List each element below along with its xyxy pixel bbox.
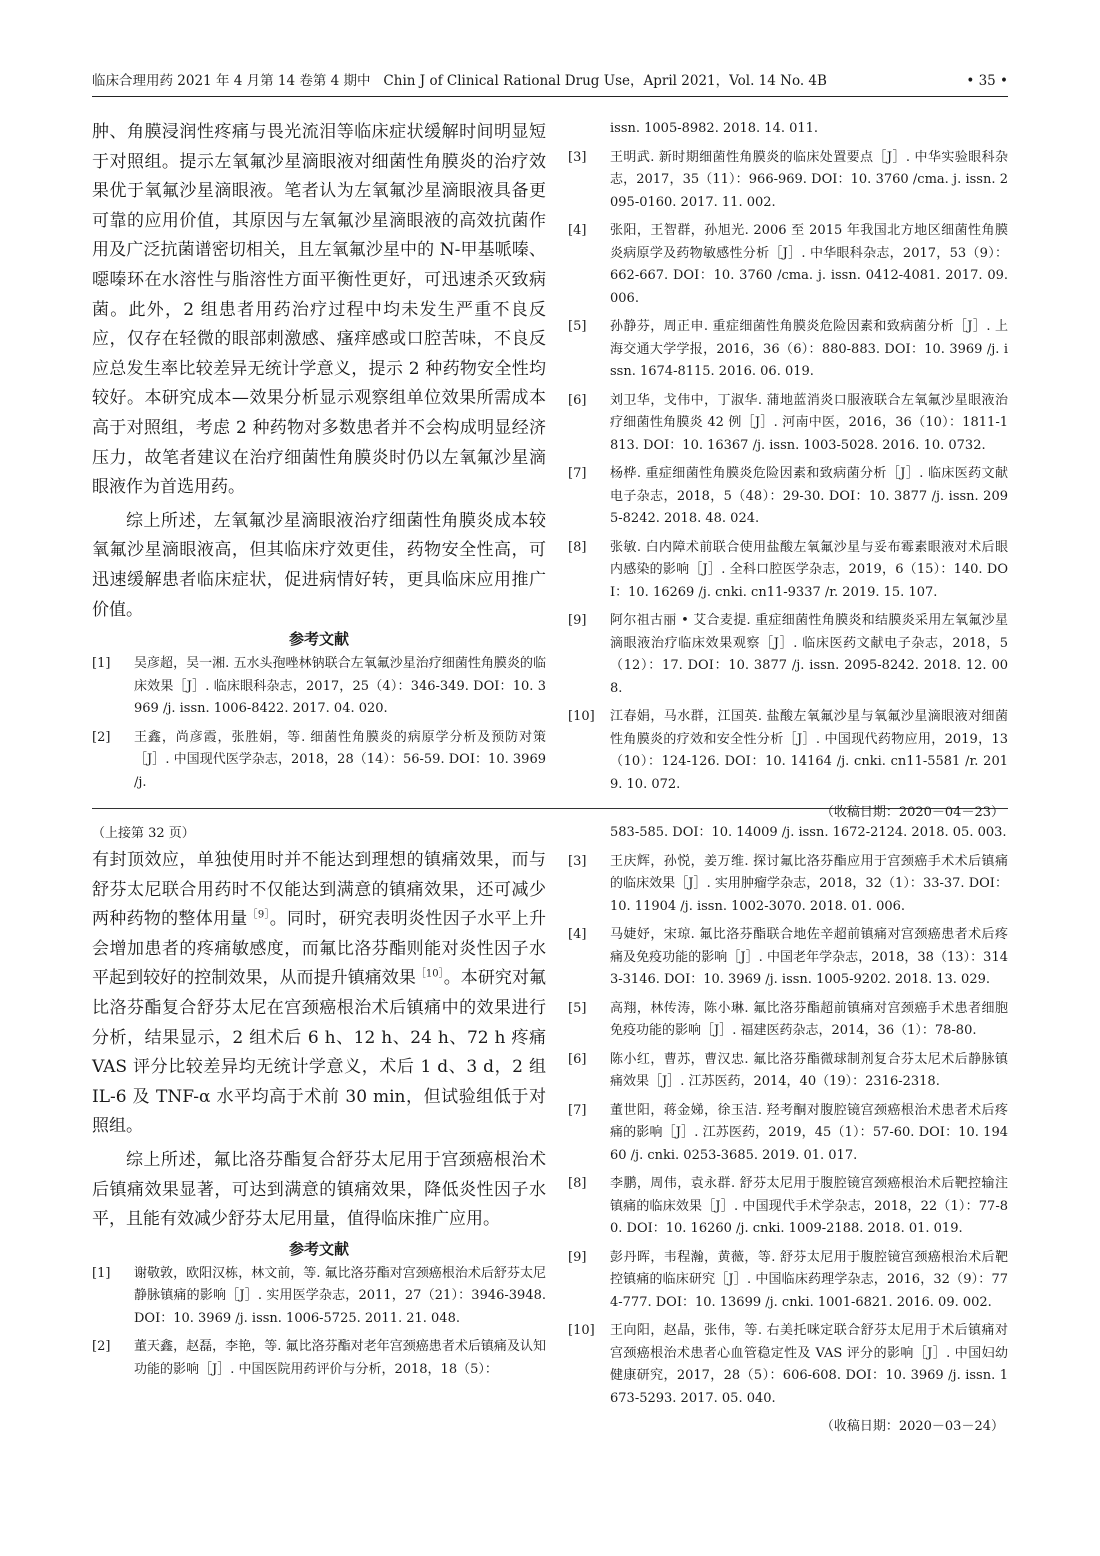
reference-text: 杨桦. 重症细菌性角膜炎危险因素和致病菌分析［J］. 临床医药文献电子杂志，2018，5（48）：29-30. DOI：10. 3877 /j. issn. 2095-8242. 2018. 48. 024.: [610, 466, 1008, 526]
reference-number: [7]: [568, 1102, 587, 1118]
top-reference-7: [568, 463, 1008, 531]
bottom-references-title: 参考文献: [288, 1239, 349, 1258]
bottom-reference-2: [92, 1336, 546, 1381]
journal-info: [92, 70, 827, 92]
page-number: • 35 •: [966, 73, 1008, 89]
reference-number: [2]: [92, 1339, 111, 1355]
reference-text: 彭丹晖，韦程瀚，黄薇，等. 舒芬太尼用于腹腔镜宫颈癌根治术后靶控镇痛的临床研究［J］. 中国临床药理学杂志，2016，32（9）：774-777. DOI：10. 13699 /j. cnki. 1001-6821. 2016. 09. 002.: [610, 1249, 1008, 1310]
reference-text: 马婕妤，宋琼. 氟比洛芬酯联合地佐辛超前镇痛对宫颈癌患者术后疼痛及免疫功能的影响［J］. 中国老年学杂志，2018，38（13）：3143-3146. DOI：10. 3969 /j. issn. 1005-9202. 2018. 13. 029.: [610, 927, 1008, 987]
journal-name-en: Chin J of Clinical Rational Drug Use，April 2021，Vol. 14 No. 4B: [383, 73, 827, 89]
bottom-reference-3: [568, 851, 1008, 919]
reference-number: [6]: [568, 1051, 587, 1067]
reference-text: 董世阳，蒋金娣，徐玉洁. 羟考酮对腹腔镜宫颈癌根治术患者术后疼痛的影响［J］. 江苏医药，2019，45（1）：57-60. DOI：10. 19460 /j. cnki. 0253-3685. 2019. 01. 017.: [610, 1102, 1008, 1163]
top-paragraph-2: 综上所述，左氧氟沙星滴眼液治疗细菌性角膜炎成本较氧氟沙星滴眼液高，但其临床疗效更佳，药物安全性高，可迅速缓解患者临床症状，促进病情好转，更具临床应用推广价值。: [92, 510, 546, 620]
reference-number: [3]: [568, 149, 587, 165]
reference-number: [9]: [568, 1249, 587, 1265]
reference-text: 张阳，王智群，孙旭光. 2006 至 2015 年我国北方地区细菌性角膜炎病原学及药物敏感性分析［J］. 中华眼科杂志，2017，53（9）：662-667. DOI：10. 3760 /cma. j. issn. 0412-4081. 2017. 09. 006.: [610, 223, 1008, 306]
reference-text: 阿尔祖古丽 • 艾合麦提. 重症细菌性角膜炎和结膜炎采用左氧氟沙星滴眼液治疗临床效果观察［J］. 临床医药文献电子杂志，2018，5（12）：17. DOI：10. 3877 /j. issn. 2095-8242. 2018. 12. 008.: [610, 613, 1008, 696]
bottom-reference-7: [568, 1100, 1008, 1168]
reference-text: 吴彦超，吴一湘. 五水头孢唑林钠联合左氧氟沙星治疗细菌性角膜炎的临床效果［J］. 临床眼科杂志，2017，25（4）：346-349. DOI：10. 3969 /j. issn. 1006-8422. 2017. 04. 020.: [134, 656, 546, 717]
reference-text: 董天鑫，赵磊，李艳，等. 氟比洛芬酯对老年宫颈癌患者术后镇痛及认知功能的影响［J］. 中国医院用药评价与分析，2018，18（5）：: [134, 1339, 546, 1377]
top-reference-5: [568, 316, 1008, 384]
top-reference-6: [568, 390, 1008, 458]
reference-number: [8]: [568, 539, 587, 555]
reference-text: 江春娟，马水群，江国英. 盐酸左氧氟沙星与氧氟沙星滴眼液对细菌性角膜炎的疗效和安全性分析［J］. 中国现代药物应用，2019，13（10）：124-126. DOI：10. 14164 /j. cnki. cn11-5581 /r. 2019. 10. 072.: [610, 709, 1008, 792]
top-received-date: （收稿日期：2020－04－23）: [820, 805, 1004, 820]
citation-9: ［9］: [247, 909, 270, 921]
reference-number: [3]: [568, 853, 587, 869]
top-reference-3: [568, 147, 1008, 215]
bottom-reference-6: [568, 1049, 1008, 1094]
bottom-paragraph-2: 综上所述，氟比洛芬酯复合舒芬太尼用于宫颈癌根治术后镇痛效果显著，可达到满意的镇痛效果，降低炎性因子水平，且能有效减少舒芬太尼用量，值得临床推广应用。: [92, 1149, 546, 1230]
top-reference-10: [568, 706, 1008, 796]
top-reference-2: [92, 727, 546, 795]
journal-name-cn: 临床合理用药 2021 年 4 月第 14 卷第 4 期中: [92, 73, 371, 89]
paragraph-text: 。同时，研究表明炎性因子水平上升会增加患者的疼痛敏感度，而氟比洛芬酯则能对炎性因子水平起到较好的控制效果，从而提升镇痛效果: [92, 909, 547, 989]
top-reference-8: [568, 537, 1008, 605]
top-paragraph-1: 肿、角膜浸润性疼痛与畏光流泪等临床症状缓解时间明显短于对照组。提示左氧氟沙星滴眼液对细菌性角膜炎的治疗效果优于氧氟沙星滴眼液。笔者认为左氧氟沙星滴眼液具备更可靠的应用价值，其原因与左氧氟沙星滴眼液的高效抗菌作用及广泛抗菌谱密切相关，且左氧氟沙星中的 N-甲基哌嗪、噁嗪环在水溶性与脂溶性方面平衡性更好，可迅速杀灭致病菌。此外，2 组患者用药治疗过程中均未发生严重不良反应，仅存在轻微的眼部刺激感、瘙痒感或口腔苦味，不良反应总发生率比较差异无统计学意义，提示 2 种药物安全性均较好。本研究成本—效果分析显示观察组单位效果所需成本高于对照组，考虑 2 种药物对多数患者并不会构成明显经济压力，故笔者建议在治疗细菌性角膜炎时仍以左氧氟沙星滴眼液作为首选用药。: [92, 122, 546, 498]
running-header: [92, 70, 1008, 97]
reference-number: [4]: [568, 223, 587, 238]
reference-number: [10]: [568, 709, 595, 724]
reference-text: 孙静芬，周正申. 重症细菌性角膜炎危险因素和致病菌分析［J］. 上海交通大学学报，2016，36（6）：880-883. DOI：10. 3969 /j. issn. 1674-8115. 2016. 06. 019.: [610, 319, 1008, 379]
reference-number: [2]: [92, 729, 111, 745]
bottom-reference-10: [568, 1320, 1008, 1410]
reference-number: [5]: [568, 1000, 587, 1016]
continued-from-note: （上接第 32 页）: [92, 826, 195, 841]
bottom-reference-4: [568, 924, 1008, 992]
citation-10: ［10］: [415, 968, 444, 980]
reference-number: [1]: [92, 656, 111, 672]
reference-text: 刘卫华，戈伟中，丁淑华. 蒲地蓝消炎口服液联合左氧氟沙星眼液治疗细菌性角膜炎 42 例［J］. 河南中医，2016，36（10）：1811-1813. DOI：10. 16367 /j. issn. 1003-5028. 2016. 10. 0732.: [610, 392, 1008, 453]
reference-text: 张敏. 白内障术前联合使用盐酸左氧氟沙星与妥布霉素眼液对术后眼内感染的影响［J］. 全科口腔医学杂志，2019，6（15）：140. DOI：10. 16269 /j. cnki. cn11-9337 /r. 2019. 15. 107.: [610, 539, 1008, 600]
bottom-reference-9: [568, 1247, 1008, 1315]
reference-text: 李鹏，周伟，袁永群. 舒芬太尼用于腹腔镜宫颈癌根治术后靶控输注镇痛的临床效果［J］. 中国现代手术学杂志，2018，22（1）：77-80. DOI：10. 16260 /j. cnki. 1009-2188. 2018. 01. 019.: [610, 1176, 1008, 1236]
reference-text: 王鑫，尚彦霞，张胜娟，等. 细菌性角膜炎的病原学分析及预防对策［J］. 中国现代医学杂志，2018，28（14）：56-59. DOI：10. 3969 /j.: [134, 729, 546, 790]
paragraph-text: 有封顶效应，单独使用时并不能达到理想的镇痛效果，而与舒芬太尼联合用药时不仅能达到满意的镇痛效果，还可减少两种药物的整体用量: [92, 850, 546, 930]
bottom-reference-5: [568, 998, 1008, 1043]
reference-text: 王向阳，赵晶，张伟，等. 右美托咪定联合舒芬太尼用于术后镇痛对宫颈癌根治术患者心血管稳定性及 VAS 评分的影响［J］. 中国妇幼健康研究，2017，28（5）：606-608. DOI：10. 3969 /j. issn. 1673-5293. 2017. 05. 040.: [610, 1323, 1008, 1406]
article-divider: [92, 808, 1008, 809]
reference-text: 王明武. 新时期细菌性角膜炎的临床处置要点［J］. 中华实验眼科杂志，2017，35（11）：966-969. DOI：10. 3760 /cma. j. issn. 2095-0160. 2017. 11. 002.: [610, 149, 1008, 210]
reference-text: 高翔，林传涛，陈小琳. 氟比洛芬酯超前镇痛对宫颈癌手术患者细胞免疫功能的影响［J］. 福建医药杂志，2014，36（1）：78-80.: [610, 1000, 1008, 1038]
bottom-reference-1: [92, 1263, 546, 1331]
reference-number: [8]: [568, 1176, 587, 1191]
reference-text: 王庆辉，孙悦，姜万维. 探讨氟比洛芬酯应用于宫颈癌手术术后镇痛的临床效果［J］. 实用肿瘤学杂志，2018，32（1）：33-37. DOI：10. 11904 /j. issn. 1002-3070. 2018. 01. 006.: [610, 853, 1008, 914]
bottom-paragraph-1: [92, 846, 546, 1142]
top-reference-continuation: issn. 1005-8982. 2018. 14. 011.: [610, 121, 819, 136]
reference-text: 谢敬敦，欧阳汉栋，林文前，等. 氟比洛芬酯对宫颈癌根治术后舒芬太尼静脉镇痛的影响［J］. 实用医学杂志，2011，27（21）：3946-3948. DOI：10. 3969 /j. issn. 1006-5725. 2011. 21. 048.: [134, 1265, 546, 1326]
reference-text: 陈小红，曹苏，曹汉忠. 氟比洛芬酯微球制剂复合芬太尼术后静脉镇痛效果［J］. 江苏医药，2014，40（19）：2316-2318.: [610, 1051, 1008, 1089]
top-right-column: [568, 118, 1008, 824]
reference-number: [9]: [568, 613, 587, 628]
reference-number: [6]: [568, 392, 587, 408]
reference-number: [7]: [568, 466, 587, 481]
bottom-left-column: [92, 822, 546, 1387]
top-reference-1: [92, 653, 546, 721]
top-reference-9: [568, 610, 1008, 700]
reference-number: [5]: [568, 319, 587, 334]
top-left-column: [92, 118, 546, 800]
bottom-reference-8: [568, 1173, 1008, 1241]
top-references-title: 参考文献: [288, 630, 349, 649]
reference-number: [10]: [568, 1323, 595, 1338]
reference-number: [4]: [568, 927, 587, 942]
bottom-received-date: （收稿日期：2020－03－24）: [820, 1419, 1004, 1434]
bottom-right-column: [568, 822, 1008, 1438]
top-reference-4: [568, 220, 1008, 310]
paragraph-text: 。本研究对氟比洛芬酯复合舒芬太尼在宫颈癌根治术后镇痛中的效果进行分析，结果显示，2 组术后 6 h、12 h、24 h、72 h 疼痛 VAS 评分比较差异均无统计学意义，术后 1 d、3 d，2 组IL-6 及 TNF-α 水平均高于术前 30 min，但试验组低于对照组。: [92, 968, 546, 1137]
reference-number: [1]: [92, 1265, 111, 1281]
bottom-reference-continuation: 583-585. DOI：10. 14009 /j. issn. 1672-2124. 2018. 05. 003.: [610, 825, 1007, 840]
